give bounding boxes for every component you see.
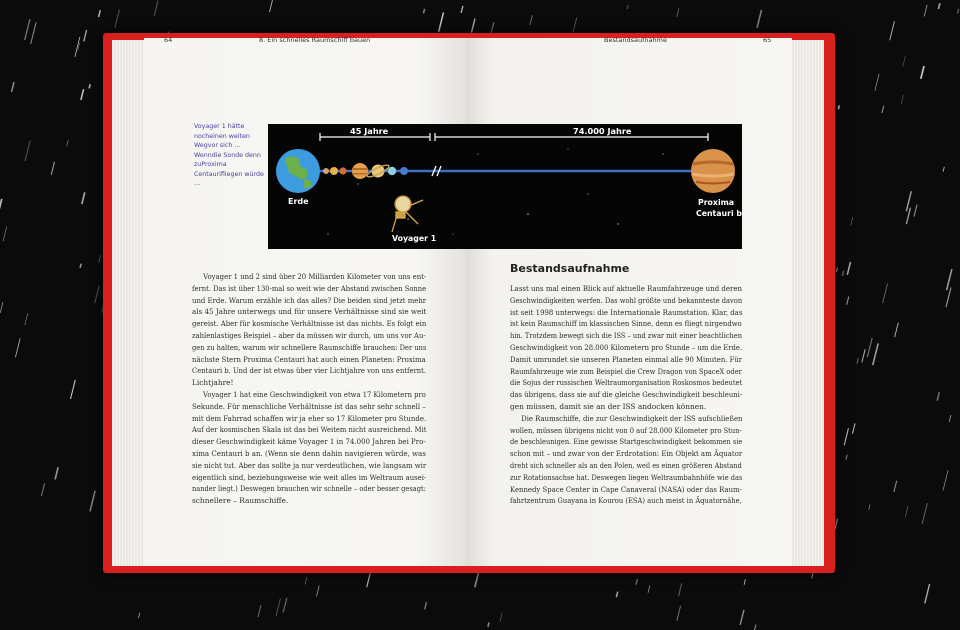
background-streak <box>25 313 28 325</box>
background-streak <box>852 423 855 433</box>
background-streak <box>84 30 87 41</box>
text-line: Voyager 1 und 2 sind über 20 Milliarden Kilometer von uns ent- <box>203 272 427 281</box>
background-streak <box>754 625 756 630</box>
background-streak <box>138 613 139 618</box>
background-streak <box>15 338 20 357</box>
background-streak <box>905 506 908 517</box>
right-running-head: Bestandsaufnahme <box>604 36 667 44</box>
background-streak <box>439 12 444 31</box>
page-stack-left <box>112 40 148 566</box>
left-body-text <box>192 271 426 507</box>
text-line: nander liegt.) Deswegen brauchen wir schnelle – oder besser gesagt: <box>192 484 426 494</box>
background-streak <box>461 6 463 13</box>
sidenote <box>194 122 264 189</box>
background-streak <box>851 217 853 225</box>
background-streak <box>922 503 927 524</box>
uranus-icon <box>388 167 396 175</box>
background-streak <box>115 10 120 28</box>
text-line: die Sonde denn zu <box>194 151 261 168</box>
text-line: Geschwindigkeiten werfen. Das wohl größte und bekannteste davon <box>510 295 743 305</box>
text-line: und Erde. Warum erzähle ich das alles? Die beiden sind jetzt mehr <box>192 295 427 305</box>
background-streak <box>425 602 427 609</box>
background-streak <box>744 579 745 585</box>
text-line: Voyager 1 hätte noch <box>194 123 245 140</box>
background-streak <box>25 19 30 40</box>
text-line: Sekunde. Für menschliche Verhältnisse ist das sehr sehr schnell – <box>192 401 426 411</box>
background-streak <box>882 106 884 113</box>
background-streak <box>894 481 897 492</box>
text-line: ist kein Raumschiff im klassischen Sinne, denn es fliegt nirgendwo <box>510 319 742 329</box>
background-streak <box>276 599 280 617</box>
earth-icon <box>276 149 320 193</box>
background-streak <box>883 283 888 303</box>
left-paragraph-1 <box>192 271 426 389</box>
distance-illustration <box>268 124 742 249</box>
background-streak <box>958 9 959 13</box>
background-streak <box>890 21 895 40</box>
background-streak <box>41 483 44 496</box>
background-streak <box>869 504 870 509</box>
background-streak <box>500 613 502 622</box>
text-line: fahrtzentrum Guayana in Kourou (ESA) auch meist in Äquatornähe, <box>510 496 742 506</box>
voyager-probe-icon <box>392 196 423 232</box>
text-line: schnellere – Raumschiffe. <box>192 496 289 506</box>
background-streak <box>0 199 2 209</box>
background-streak <box>95 286 99 304</box>
background-streak <box>99 255 101 263</box>
planet-icon <box>339 167 346 174</box>
text-line: Lichtjahre! <box>192 378 234 388</box>
background-streak <box>925 584 930 603</box>
background-streak <box>258 605 261 617</box>
background-streak <box>616 592 617 598</box>
background-streak <box>867 338 872 357</box>
jupiter-icon <box>352 163 368 179</box>
background-streak <box>947 269 952 290</box>
right-paragraph-1 <box>510 283 742 413</box>
background-streak <box>573 18 577 33</box>
background-streak <box>471 19 475 33</box>
text-line: Raumfahrzeuge wie zum Beispiel die Crew Dragon von SpaceX oder <box>510 366 742 376</box>
background-streak <box>677 8 679 16</box>
background-streak <box>895 323 899 338</box>
label-45-years: 45 Jahre <box>350 126 389 136</box>
background-streak <box>937 392 939 400</box>
background-streak <box>75 37 80 57</box>
text-line: mit dem Fahrrad schaffen wir ja eher so 17 Kilometer pro Stunde. <box>192 413 427 423</box>
background-streak <box>367 571 371 587</box>
background-streak <box>71 380 76 399</box>
background-streak <box>423 9 424 14</box>
background-streak <box>862 349 865 362</box>
background-streak <box>99 10 101 17</box>
background-streak <box>31 22 36 44</box>
background-streak <box>316 586 319 597</box>
text-line: fernt. Das ist über 130-mal so weit wie der Abstand zwischen Sonne <box>192 283 427 293</box>
background-streak <box>627 5 628 9</box>
background-streak <box>679 583 682 596</box>
text-line: gen zu halten, warum wir schnellere Raumschiffe brauchen: Der uns <box>192 342 427 352</box>
text-line: nächste Stern Proxima Centauri hat auch einen Planeten: Proxima <box>192 354 426 364</box>
text-line: schon mit – und zwar von der Erdrotation: Ein Objekt am Äquator <box>510 449 743 459</box>
background-streak <box>3 227 7 242</box>
background-streak <box>946 287 951 307</box>
background-streak <box>914 205 917 217</box>
label-target-line1: Proxima <box>698 198 735 207</box>
background-streak <box>475 571 479 587</box>
background-streak <box>875 74 879 91</box>
background-streak <box>757 10 761 28</box>
background-streak <box>491 22 494 33</box>
text-line: vor sich … Wenn <box>194 142 241 159</box>
background-streak <box>269 0 272 12</box>
background-streak <box>488 622 489 626</box>
text-line: zur Rotationsachse hat. Deswegen liegen Weltraumbahnhöfe wie das <box>510 472 743 482</box>
background-streak <box>846 455 847 460</box>
section-heading: Bestandsaufnahme <box>510 262 630 275</box>
background-streak <box>677 606 681 621</box>
text-line: Kennedy Space Center in Cape Canaveral (NASA) oder das Raum- <box>510 484 742 494</box>
background-streak <box>873 343 878 365</box>
background-streak <box>835 519 838 530</box>
text-line: ist seit 1998 unterwegs: die Internationale Raumstation. Klar, das <box>510 307 743 317</box>
text-line: Proxima Centauri <box>194 161 227 178</box>
background-streak <box>25 141 30 161</box>
text-line: Damit umrundet sie unseren Planeten einmal alle 90 Minuten. Für <box>510 354 743 364</box>
background-streak <box>90 491 95 512</box>
text-line: Geschwindigkeit von 28.000 Kilometern pro Stunde – um die Erde. <box>510 342 743 352</box>
background-streak <box>305 577 307 584</box>
background-streak <box>938 3 939 9</box>
background-streak <box>844 428 848 445</box>
label-target-line2: Centauri b <box>696 209 742 218</box>
background-streak <box>81 89 84 100</box>
background-streak <box>0 302 3 313</box>
text-line: fliegen würde … <box>194 170 264 187</box>
background-streak <box>842 271 843 276</box>
text-line: zahlenlastiges Beispiel – aber da müssen wir durch, um uns vor Au- <box>192 330 426 340</box>
text-line: dreht sich schneller als an den Polen, weil es einen größeren Abstand <box>510 460 742 470</box>
background-streak <box>636 579 637 585</box>
page-stack-right <box>790 40 824 566</box>
planet-icon <box>330 167 338 175</box>
background-streak <box>154 1 158 16</box>
right-page-number: 65 <box>763 36 772 44</box>
proxima-centauri-b-icon <box>691 149 735 193</box>
text-line: sie nicht tut. Aber das sollte ja nur verdeutlichen, wie langsam wir <box>192 460 427 470</box>
text-line: xima Centauri b an. (Wenn sie denn dahin navigieren würde, was <box>192 448 426 458</box>
background-streak <box>80 264 81 268</box>
illustration-graphic <box>268 124 742 249</box>
background-streak <box>530 15 532 25</box>
background-streak <box>903 56 906 66</box>
text-line: eigentlich sind, beziehungsweise wie weit alles im Weltraum ausei- <box>192 472 427 482</box>
background-streak <box>55 467 58 479</box>
text-line: wollen, müssen übrigens nicht von 0 auf 28.000 Kilometer pro Stun- <box>510 425 742 435</box>
background-streak <box>12 82 14 92</box>
background-streak <box>847 297 849 305</box>
text-line: dieser Geschwindigkeit käme Voyager 1 in 74.000 Jahren bei Pro- <box>192 437 426 447</box>
text-line: als 45 Jahre unterwegs und für unsere Verhältnisse sind sie weit <box>192 307 427 317</box>
background-streak <box>901 95 903 104</box>
background-streak <box>924 5 927 17</box>
background-streak <box>943 470 948 490</box>
text-line: Auf der kosmischen Skala ist das bei Weitem nicht ausreichend. Mit <box>192 425 427 435</box>
label-voyager: Voyager 1 <box>392 234 437 243</box>
background-streak <box>648 585 650 592</box>
background-streak <box>836 268 837 272</box>
text-line: die Sojus der russischen Weltraumorganisation Roskosmos bedeutet <box>510 378 743 388</box>
background-streak <box>82 192 85 204</box>
left-running-head: 8. Ein schnelles Raumschiff bauen <box>259 36 371 44</box>
text-line: gereist. Aber für kosmische Verhältnisse ist das nichts. Es folgt ein <box>192 319 427 329</box>
text-line: gen müssen, damit sie an der ISS andocken können. <box>510 401 707 411</box>
text-line: Voyager 1 hat eine Geschwindigkeit von etwa 17 Kilometern pro <box>203 389 426 399</box>
label-74000-years: 74.000 Jahre <box>573 126 632 136</box>
text-line: de beschleunigen. Eine gewisse Startgeschwindigkeit bekommen sie <box>510 437 743 447</box>
background-streak <box>283 598 287 613</box>
text-line: Centauri b. Und der ist etwas über vier Lichtjahre von uns entfernt. <box>192 366 427 376</box>
background-streak <box>943 167 944 172</box>
text-line: Lasst uns mal einen Blick auf aktuelle Raumfahrzeuge und deren <box>510 284 743 293</box>
background-streak <box>949 415 951 422</box>
background-streak <box>857 358 858 364</box>
left-page-number: 64 <box>164 36 173 44</box>
background-streak <box>740 610 744 625</box>
label-earth: Erde <box>288 197 309 206</box>
background-streak <box>67 140 69 147</box>
background-streak <box>838 105 839 109</box>
left-paragraph-2 <box>192 389 426 507</box>
background-streak <box>847 262 850 275</box>
background-streak <box>89 84 90 88</box>
background-streak <box>51 162 54 175</box>
planet-icon <box>323 168 329 174</box>
text-line: hin. Trotzdem bewegt sich die ISS – und zwar mit einer beachtlichen <box>510 331 742 341</box>
right-body-text <box>510 283 742 507</box>
text-line: einen weiten Weg <box>194 132 250 149</box>
text-line: das übrigens, dass sie auf die gleiche Geschwindigkeit beschleuni- <box>510 390 743 400</box>
background-streak <box>921 66 924 79</box>
neptune-icon <box>400 167 408 175</box>
text-line: Die Raumschiffe, die zur Geschwindigkeit der ISS aufschließen <box>521 413 743 423</box>
right-paragraph-2 <box>510 413 742 507</box>
